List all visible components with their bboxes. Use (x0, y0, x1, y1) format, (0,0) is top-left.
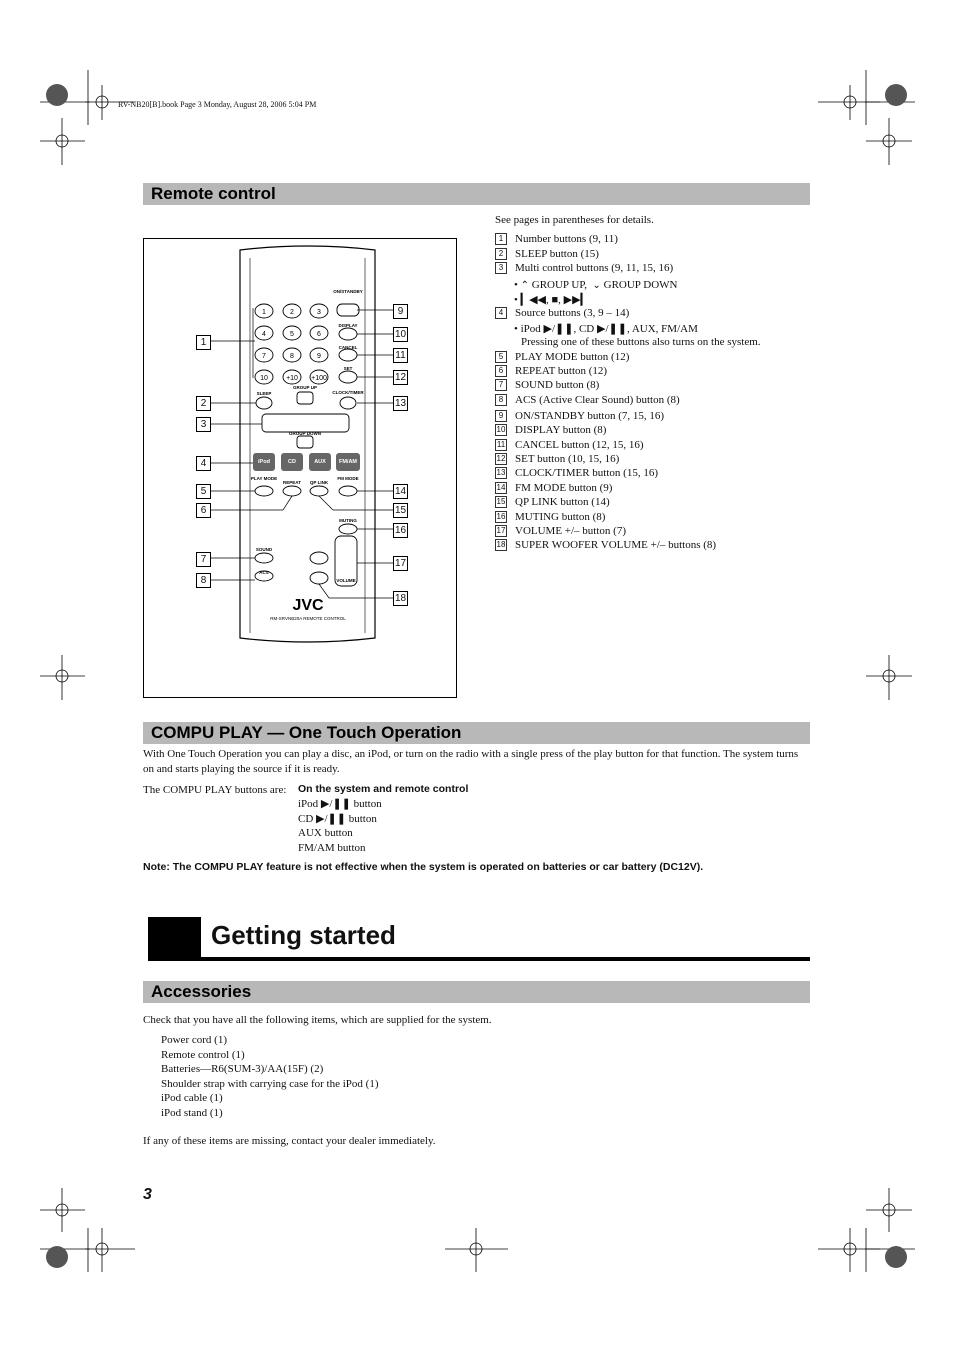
legend-number: 4 (495, 307, 507, 319)
legend-item-2 (495, 248, 599, 260)
remote-intro: See pages in parentheses for details. (495, 214, 654, 226)
callout-10: 10 (394, 329, 407, 340)
label-display: DISPLAY (338, 323, 358, 328)
callout-9: 9 (393, 304, 408, 319)
compu-note: Note: The COMPU PLAY feature is not effective when the system is operated on batteries or car battery (DC12V). (143, 861, 704, 873)
legend-item-12 (495, 453, 619, 465)
legend-item-10 (495, 424, 606, 436)
legend-number: 6 (495, 365, 507, 377)
list-item: Shoulder strap with carrying case for the iPod (1) (161, 1077, 379, 1090)
legend-number: 13 (496, 468, 506, 477)
legend-item-8 (495, 394, 680, 406)
legend-item-17 (495, 525, 626, 537)
legend-number: 5 (495, 351, 507, 363)
section-title: Remote control (151, 184, 276, 203)
key-5: 5 (290, 331, 294, 338)
key-8: 8 (290, 353, 294, 360)
list-item: AUX button (298, 827, 353, 839)
legend-number: 17 (496, 526, 506, 535)
remote-control-illustration (143, 238, 457, 698)
label-acs: ACS (259, 570, 269, 575)
label-on-standby: ON/STANDBY (333, 289, 363, 294)
accessories-list (161, 1033, 379, 1120)
legend-text: VOLUME +/– button (7) (515, 525, 626, 537)
legend-text: MUTING button (8) (515, 511, 606, 523)
file-header: RV-NB20[B].book Page 3 Monday, August 28, 2006 5:04 PM (118, 100, 317, 109)
callout-11: 11 (393, 348, 408, 363)
label-cancel: CANCEL (338, 345, 358, 350)
label-aux: AUX (314, 459, 326, 465)
legend-text: DISPLAY button (8) (515, 424, 607, 436)
section-title: COMPU PLAY — One Touch Operation (151, 723, 462, 742)
legend-number: 9 (495, 410, 507, 422)
legend-text: CLOCK/TIMER button (15, 16) (515, 467, 658, 479)
callout-18: 18 (394, 593, 407, 604)
legend-number: 12 (496, 454, 506, 463)
legend-item-18 (495, 539, 716, 551)
callout-5: 5 (196, 484, 211, 499)
list-item: iPod cable (1) (161, 1092, 223, 1104)
list-item: CD ▶/❚❚ button (298, 812, 377, 825)
label-clock-timer: CLOCK/TIMER (332, 390, 364, 395)
label-muting: MUTING (339, 518, 357, 523)
legend-sub-transport: • ▎◀◀, ■, ▶▶▎ (514, 294, 590, 306)
legend-sub-source: • iPod ▶/❚❚, CD ▶/❚❚, AUX, FM/AM (514, 323, 698, 335)
legend-number: 8 (495, 394, 507, 406)
legend-item-6 (495, 365, 607, 377)
legend-text: SOUND button (8) (515, 379, 600, 391)
legend-number: 15 (496, 497, 506, 506)
callout-14: 14 (394, 486, 407, 497)
key-1: 1 (262, 309, 266, 316)
callout-4: 4 (196, 456, 211, 471)
section-header-compu-play (143, 722, 810, 744)
compu-buttons-intro: The COMPU PLAY buttons are: (143, 784, 287, 796)
legend-number: 7 (495, 379, 507, 391)
legend-number: 2 (495, 248, 507, 260)
legend-text: Multi control buttons (9, 11, 15, 16) (515, 262, 674, 274)
legend-item-15 (495, 496, 610, 508)
chapter-rule (148, 957, 810, 961)
callout-3: 3 (196, 417, 211, 432)
chapter-title: Getting started (211, 920, 396, 950)
legend-number: 10 (496, 425, 506, 434)
list-item: Batteries—R6(SUM-3)/AA(15F) (2) (161, 1063, 324, 1075)
label-play-mode: PLAY MODE (250, 476, 278, 481)
section-header-accessories (143, 981, 810, 1003)
key-plus10: +10 (286, 375, 298, 382)
label-ipod: iPod (258, 459, 270, 465)
key-7: 7 (262, 353, 266, 360)
legend-number: 18 (496, 540, 506, 549)
label-repeat: REPEAT (283, 480, 301, 485)
legend-item-3 (495, 262, 673, 274)
key-plus100: +100 (311, 375, 327, 382)
callout-17: 17 (394, 558, 407, 569)
callout-2: 2 (196, 396, 211, 411)
label-volume: VOLUME (336, 578, 356, 583)
key-4: 4 (262, 331, 266, 338)
callout-16: 16 (394, 525, 407, 536)
legend-text: CANCEL button (12, 15, 16) (515, 439, 644, 451)
callout-13: 13 (394, 398, 407, 409)
legend-text: PLAY MODE button (12) (515, 351, 630, 363)
list-item: FM/AM button (298, 841, 366, 854)
callout-6: 6 (196, 503, 211, 518)
legend-text: SUPER WOOFER VOLUME +/– buttons (8) (515, 539, 717, 551)
legend-number: 16 (496, 512, 506, 521)
callout-12: 12 (394, 372, 407, 383)
legend-item-7 (495, 379, 599, 391)
list-item: Power cord (1) (161, 1034, 227, 1046)
compu-buttons-list (298, 797, 382, 855)
legend-text: ACS (Active Clear Sound) button (8) (515, 394, 680, 406)
label-sound: SOUND (255, 547, 273, 552)
key-2: 2 (290, 309, 294, 316)
label-group-up: GROUP UP (293, 385, 317, 390)
accessories-footer: If any of these items are missing, contact your dealer immediately. (143, 1135, 436, 1147)
section-title: Accessories (151, 982, 252, 1001)
legend-item-5 (495, 351, 629, 363)
compu-buttons-heading: On the system and remote control (298, 783, 469, 795)
key-9: 9 (317, 353, 321, 360)
page-number: 3 (143, 1186, 152, 1203)
label-group-down: GROUP DOWN (289, 431, 321, 436)
label-fmam: FM/AM (338, 459, 358, 465)
label-cd: CD (288, 459, 296, 465)
legend-sub-source-note: Pressing one of these buttons also turns on the system. (521, 336, 761, 348)
legend-number: 1 (495, 233, 507, 245)
callout-15: 15 (394, 505, 407, 516)
accessories-intro: Check that you have all the following items, which are supplied for the system. (143, 1014, 492, 1026)
legend-text: FM MODE button (9) (515, 482, 613, 494)
legend-text: QP LINK button (14) (515, 496, 610, 508)
legend-text: Number buttons (9, 11) (515, 233, 618, 245)
callout-7: 7 (196, 552, 211, 567)
model-label: RM-SRVNB20A REMOTE CONTROL (270, 616, 346, 621)
legend-item-14 (495, 482, 612, 494)
brand-logo: JVC (292, 597, 324, 614)
legend-number: 14 (496, 483, 506, 492)
label-fm-mode: FM MODE (337, 476, 359, 481)
callout-1: 1 (196, 335, 211, 350)
legend-number: 11 (496, 440, 506, 449)
legend-sub-group: • ⌃ GROUP UP, ⌄ GROUP DOWN (514, 279, 678, 291)
section-header-remote-control (143, 183, 810, 205)
legend-text: REPEAT button (12) (515, 365, 608, 377)
key-6: 6 (317, 331, 321, 338)
label-set: SET (343, 366, 353, 371)
key-10: 10 (260, 375, 268, 382)
legend-item-11 (495, 439, 644, 451)
legend-item-16 (495, 511, 605, 523)
legend-item-9 (495, 410, 664, 422)
label-sleep: SLEEP (256, 391, 272, 396)
legend-text: SET button (10, 15, 16) (515, 453, 620, 465)
legend-item-13 (495, 467, 658, 479)
list-item: iPod ▶/❚❚ button (298, 798, 382, 810)
chapter-marker (148, 917, 201, 959)
legend-item-1 (495, 233, 618, 245)
legend-item-4 (495, 307, 629, 319)
list-item: Remote control (1) (161, 1048, 245, 1061)
legend-text: ON/STANDBY button (7, 15, 16) (515, 410, 665, 422)
key-3: 3 (317, 309, 321, 316)
legend-text: SLEEP button (15) (515, 248, 599, 260)
legend-number: 3 (495, 262, 507, 274)
compu-paragraph: With One Touch Operation you can play a disc, an iPod, or turn on the radio with a single press of the play button for that function. The system turns on and starts playing the source if it is ready. (143, 748, 799, 775)
list-item: iPod stand (1) (161, 1106, 223, 1119)
label-qp-link: QP LINK (309, 480, 329, 485)
callout-8: 8 (196, 573, 211, 588)
legend-text: Source buttons (3, 9 – 14) (515, 307, 630, 319)
